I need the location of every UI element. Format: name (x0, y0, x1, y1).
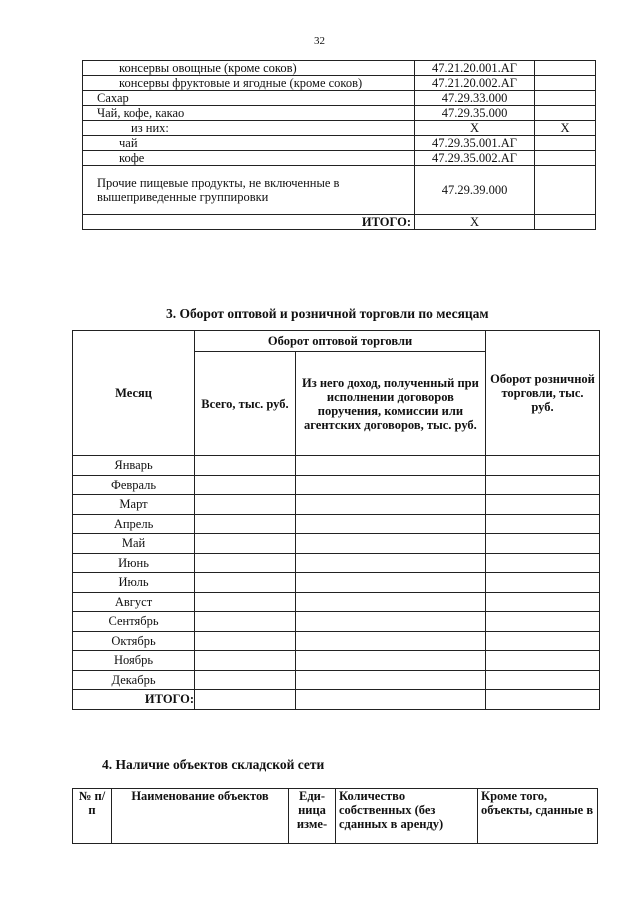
product-mark: Х (535, 121, 596, 136)
product-code: 47.29.33.000 (415, 91, 535, 106)
product-name: Чай, кофе, какао (83, 106, 415, 121)
month-income-cell[interactable] (295, 456, 485, 476)
month-row (73, 495, 600, 515)
product-code: 47.21.20.002.АГ (415, 76, 535, 91)
month-total-cell[interactable] (195, 553, 296, 573)
page-number: 32 (314, 35, 325, 47)
month-row (73, 475, 600, 495)
month-row (73, 631, 600, 651)
month-income-cell[interactable] (295, 651, 485, 671)
product-name: консервы овощные (кроме соков) (83, 61, 415, 76)
product-mark (535, 91, 596, 106)
product-code: 47.29.35.002.АГ (415, 151, 535, 166)
month-total-cell[interactable] (195, 651, 296, 671)
months-total-row (73, 690, 600, 710)
product-name: чай (83, 136, 415, 151)
month-total-cell[interactable] (195, 475, 296, 495)
month-retail-cell[interactable] (486, 534, 600, 554)
month-retail-cell[interactable] (486, 495, 600, 515)
product-mark (535, 76, 596, 91)
product-row (83, 121, 596, 136)
total-row (83, 215, 596, 230)
product-row (83, 91, 596, 106)
month-total-cell[interactable] (195, 495, 296, 515)
product-name: кофе (83, 151, 415, 166)
total-code: Х (415, 215, 535, 230)
month-income-cell[interactable] (295, 670, 485, 690)
product-row (83, 106, 596, 121)
month-retail-cell[interactable] (486, 514, 600, 534)
month-income-cell[interactable] (295, 475, 485, 495)
total-sum-cell[interactable] (195, 690, 296, 710)
product-row (83, 61, 596, 76)
month-total-cell[interactable] (195, 592, 296, 612)
product-row (83, 151, 596, 166)
month-income-cell[interactable] (295, 514, 485, 534)
month-label: Август (73, 592, 195, 612)
month-label: Июль (73, 573, 195, 593)
month-total-cell[interactable] (195, 612, 296, 632)
month-retail-cell[interactable] (486, 573, 600, 593)
product-code: 47.29.39.000 (415, 166, 535, 215)
month-total-cell[interactable] (195, 631, 296, 651)
product-name: консервы фруктовые и ягодные (кроме соков) (83, 76, 415, 91)
product-name: Сахар (83, 91, 415, 106)
month-total-cell[interactable] (195, 456, 296, 476)
months-total-label: ИТОГО: (73, 690, 195, 710)
month-row (73, 534, 600, 554)
product-row (83, 76, 596, 91)
monthly-turnover-table (72, 330, 600, 710)
month-label: Октябрь (73, 631, 195, 651)
month-retail-cell[interactable] (486, 553, 600, 573)
col-month: Месяц (73, 331, 195, 456)
month-retail-cell[interactable] (486, 670, 600, 690)
col-wholesale: Оборот оптовой торговли (195, 331, 486, 352)
month-row (73, 651, 600, 671)
total-label: ИТОГО: (83, 215, 415, 230)
month-retail-cell[interactable] (486, 631, 600, 651)
product-code: 47.29.35.000 (415, 106, 535, 121)
month-income-cell[interactable] (295, 495, 485, 515)
month-label: Июнь (73, 553, 195, 573)
col-total: Всего, тыс. руб. (195, 352, 296, 456)
month-income-cell[interactable] (295, 573, 485, 593)
month-label: Январь (73, 456, 195, 476)
product-mark (535, 151, 596, 166)
product-code: Х (415, 121, 535, 136)
products-table (82, 60, 596, 230)
month-total-cell[interactable] (195, 514, 296, 534)
month-retail-cell[interactable] (486, 456, 600, 476)
month-total-cell[interactable] (195, 573, 296, 593)
total-mark (535, 215, 596, 230)
month-label: Ноябрь (73, 651, 195, 671)
total-retail-cell[interactable] (486, 690, 600, 710)
month-income-cell[interactable] (295, 553, 485, 573)
product-row (83, 166, 596, 215)
col-income: Из него доход, полученный при исполнении договоров поручения, комиссии или агентских договоров, тыс. руб. (295, 352, 485, 456)
month-retail-cell[interactable] (486, 612, 600, 632)
col-num: № п/п (73, 789, 112, 844)
section-4-heading: 4. Наличие объектов складской сети (102, 757, 325, 772)
month-income-cell[interactable] (295, 631, 485, 651)
month-label: Апрель (73, 514, 195, 534)
col-unit: Еди- ница изме- (289, 789, 336, 844)
month-row (73, 514, 600, 534)
month-label: Февраль (73, 475, 195, 495)
product-mark (535, 166, 596, 215)
month-row (73, 553, 600, 573)
month-row (73, 612, 600, 632)
col-own: Количество собственных (без сданных в аренду) (336, 789, 478, 844)
month-row (73, 670, 600, 690)
product-mark (535, 106, 596, 121)
month-income-cell[interactable] (295, 612, 485, 632)
col-retail: Оборот розничной торговли, тыс. руб. (486, 331, 600, 456)
month-retail-cell[interactable] (486, 651, 600, 671)
month-row (73, 456, 600, 476)
total-income-cell[interactable] (295, 690, 485, 710)
month-label: Сентябрь (73, 612, 195, 632)
month-label: Март (73, 495, 195, 515)
month-income-cell[interactable] (295, 534, 485, 554)
month-row (73, 573, 600, 593)
product-mark (535, 61, 596, 76)
warehouse-table (72, 788, 598, 844)
month-retail-cell[interactable] (486, 475, 600, 495)
month-total-cell[interactable] (195, 670, 296, 690)
col-name: Наименование объектов (112, 789, 289, 844)
month-label: Декабрь (73, 670, 195, 690)
col-leased: Кроме того, объекты, сданные в (478, 789, 598, 844)
product-code: 47.29.35.001.АГ (415, 136, 535, 151)
product-mark (535, 136, 596, 151)
section-3-heading: 3. Оборот оптовой и розничной торговли по месяцам (166, 306, 489, 321)
month-row (73, 592, 600, 612)
product-name: из них: (83, 121, 415, 136)
product-name: Прочие пищевые продукты, не включенные в вышеприведенные группировки (83, 166, 415, 215)
product-row (83, 136, 596, 151)
month-income-cell[interactable] (295, 592, 485, 612)
month-total-cell[interactable] (195, 534, 296, 554)
month-label: Май (73, 534, 195, 554)
month-retail-cell[interactable] (486, 592, 600, 612)
product-code: 47.21.20.001.АГ (415, 61, 535, 76)
